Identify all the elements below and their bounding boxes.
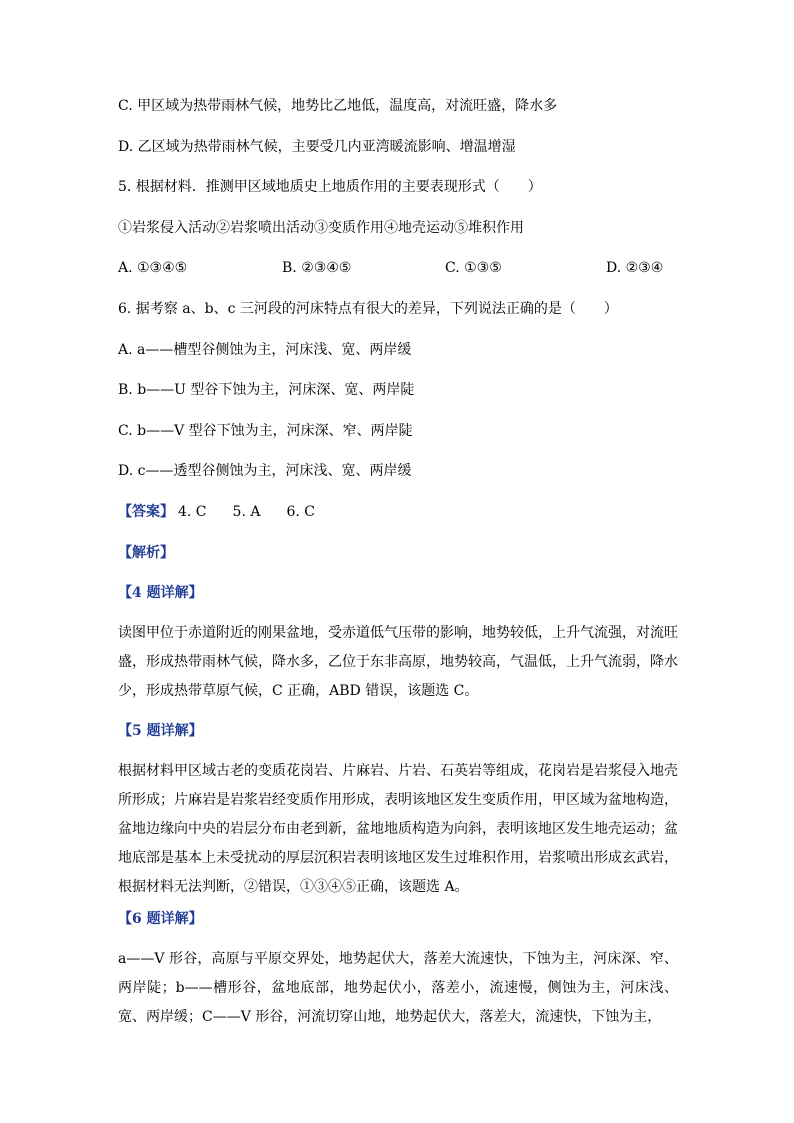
- q6-detail-heading: 【6 题详解】: [118, 911, 203, 927]
- q5-stem: 5. 根据材料．推测甲区域地质史上地质作用的主要表现形式（ ）: [118, 179, 542, 195]
- q5-option-a: A. ①③④⑤: [118, 260, 188, 276]
- q6-option-d: D. c——透型谷侧蚀为主，河床浅、宽、两岸缓: [118, 463, 412, 479]
- q5-items: ①岩浆侵入活动②岩浆喷出活动③变质作用④地壳运动⑤堆积作用: [118, 220, 524, 236]
- answer-line: [118, 502, 337, 522]
- answer-5: 5. A: [232, 504, 261, 520]
- analysis-label: 【解析】: [118, 545, 174, 561]
- q4-option-d: D. 乙区域为热带雨林气候，主要受几内亚湾暖流影响、增温增湿: [118, 139, 516, 155]
- q6-stem: 6. 据考察 a、b、c 三河段的河床特点有很大的差异，下列说法正确的是（ ）: [118, 301, 618, 317]
- q5-detail-paragraph: 根据材料甲区域古老的变质花岗岩、片麻岩、片岩、石英岩等组成，花岗岩是岩浆侵入地壳所形成；片麻岩是岩浆岩经变质作用形成，表明该地区发生变质作用，甲区域为盆地构造，盆地边缘向中央的岩层分布由老到新，盆地地质构造为向斜，表明该地区发生地壳运动；盆地底部是基本上未受扰动的厚层沉积岩表明该地区发生过堆积作用，岩浆喷出形成玄武岩，根据材料无法判断，②错误，①③④⑤正确，该题选 A。: [118, 763, 678, 895]
- q6-option-a: A. a——槽型谷侧蚀为主，河床浅、宽、两岸缓: [118, 342, 412, 358]
- q5-detail-heading: 【5 题详解】: [118, 723, 203, 739]
- q5-option-b: B. ②③④⑤: [282, 260, 352, 276]
- q5-option-d: D. ②③④: [606, 260, 664, 276]
- q4-option-c: C. 甲区域为热带雨林气候，地势比乙地低，温度高，对流旺盛，降水多: [118, 98, 558, 114]
- q4-detail-heading: 【4 题详解】: [118, 585, 203, 601]
- answer-label: 【答案】: [118, 504, 174, 520]
- answer-4: 4. C: [178, 504, 207, 520]
- q6-option-b: B. b——U 型谷下蚀为主，河床深、宽、两岸陡: [118, 382, 415, 398]
- q5-option-c: C. ①③⑤: [445, 260, 502, 276]
- q6-option-c: C. b——V 型谷下蚀为主，河床深、窄、两岸陡: [118, 423, 413, 439]
- q6-detail-paragraph: a——V 形谷，高原与平原交界处，地势起伏大，落差大流速快，下蚀为主，河床深、窄、两岸陡；b——槽形谷，盆地底部，地势起伏小，落差小，流速慢，侧蚀为主，河床浅、宽、两岸缓；C——V 形谷，河流切穿山地，地势起伏大，落差大，流速快，下蚀为主，: [118, 951, 678, 1025]
- answer-6: 6. C: [286, 504, 315, 520]
- q4-detail-paragraph: 读图甲位于赤道附近的刚果盆地，受赤道低气压带的影响，地势较低，上升气流强，对流旺盛，形成热带雨林气候，降水多，乙位于东非高原，地势较高，气温低，上升气流弱，降水少，形成热带草原气候，C 正确，ABD 错误，该题选 C。: [118, 625, 678, 699]
